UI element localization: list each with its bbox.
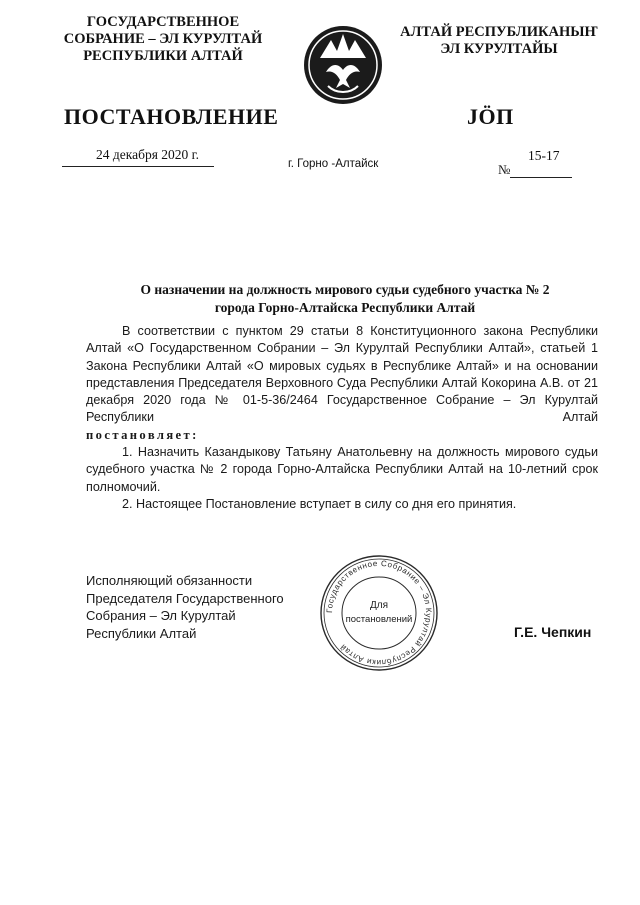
- header-left: [58, 14, 268, 65]
- date-underline: [62, 166, 214, 167]
- number-underline: [510, 177, 572, 178]
- position-line-2: Председателя Государственного: [86, 590, 284, 606]
- emblem-icon: [302, 24, 384, 106]
- document-date: 24 декабря 2020 г.: [96, 147, 200, 162]
- seal-center-line-2: постановлений: [345, 614, 413, 625]
- header-right-line-1: АЛТАЙ РЕСПУБЛИКАНЫҤ: [400, 24, 598, 40]
- document-number: 15-17: [528, 148, 560, 163]
- item-2-paragraph: 2. Настоящее Постановление вступает в силу со дня его принятия.: [122, 496, 517, 511]
- position-line-4: Республики Алтай: [86, 625, 197, 641]
- resolves-word: постановляет:: [86, 427, 199, 442]
- seal-ring-text: Государственное Собрание – Эл Курултай Республики Алтай: [324, 558, 434, 668]
- title-line-1: О назначении на должность мирового судьи судебного участка № 2: [140, 282, 550, 297]
- signatory-position: [86, 572, 316, 642]
- item-1-paragraph: 1. Назначить Казандыкову Татьяну Анатольевну на должность мирового судьи судебного участка № 2 города Горно-Алтайска Республики Алтай на 10-летний срок полномочий.: [86, 445, 598, 494]
- seal-center-line-1: Для: [369, 600, 389, 611]
- header-right-line-2: ЭЛ КУРУЛТАЙЫ: [440, 41, 558, 57]
- position-line-3: Собрания – Эл Курултай: [86, 608, 236, 623]
- header-left-line-3: РЕСПУБЛИКИ АЛТАЙ: [83, 48, 243, 64]
- header-left-line-1: ГОСУДАРСТВЕННОЕ: [86, 14, 240, 30]
- document-city: г. Горно -Алтайск: [288, 158, 379, 170]
- header-right: [396, 24, 602, 58]
- svg-text:Государственное Собрание – Эл: [325, 559, 433, 667]
- doc-type-russian: ПОСТАНОВЛЕНИЕ: [64, 104, 279, 129]
- document-title: [110, 281, 580, 317]
- position-line-1: Исполняющий обязанности: [86, 573, 253, 588]
- number-sign: №: [498, 162, 511, 177]
- preamble-paragraph: В соответствии с пунктом 29 статьи 8 Конституционного закона Республики Алтай «О Государственном Собрании – Эл Курултай Республики Алтай», статьей 1 Закона Республики Алтай «О мировых судьях в Республике Алтай» и на основании представления Председателя Верховного Суда Республики Алтай Кокорина А.В. от 21 декабря 2020 года № 01-5-36/2464 Государственное Собрание – Эл Курултай Республики Алтай: [86, 324, 598, 425]
- header-left-line-2: СОБРАНИЕ – ЭЛ КУРУЛТАЙ: [63, 31, 263, 47]
- signatory-name: Г.Е. Чепкин: [514, 624, 592, 640]
- title-line-2: города Горно-Алтайска Республики Алтай: [214, 300, 476, 315]
- doc-type-altai: JÖП: [467, 104, 514, 129]
- official-seal: [318, 553, 440, 673]
- document-body: [86, 323, 598, 513]
- republic-emblem: [302, 24, 384, 106]
